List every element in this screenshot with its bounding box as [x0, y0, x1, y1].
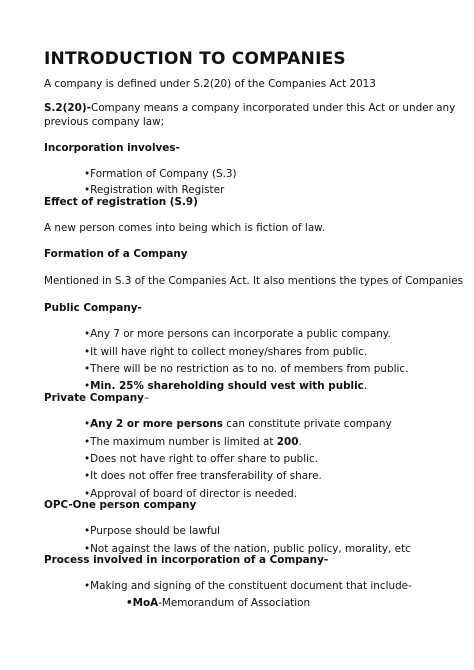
list-item: •MoA-Memorandum of Association	[126, 597, 311, 609]
bullet-icon: •	[84, 380, 91, 392]
bullet-icon: •	[84, 184, 91, 196]
public-company-heading: Public Company-	[44, 302, 142, 314]
definition-ref: S.2(20)-	[44, 102, 91, 114]
definition-text-1: Company means a company incorporated under this Act or under any	[90, 102, 456, 114]
process-heading: Process involved in incorporation of a Company-	[44, 554, 329, 566]
bullet-icon: •	[84, 453, 91, 465]
effect-heading: Effect of registration (S.9)	[44, 196, 198, 208]
page-title: INTRODUCTION TO COMPANIES	[44, 49, 346, 69]
bullet-icon: •	[84, 543, 91, 555]
list-item: •Any 2 or more persons can constitute private company	[84, 418, 392, 430]
list-item: •Purpose should be lawful	[84, 525, 221, 537]
list-item: •It will have right to collect money/shares from public.	[84, 346, 368, 358]
formation-heading: Formation of a Company	[44, 248, 188, 260]
bullet-icon: •	[84, 168, 91, 180]
list-item: •Formation of Company (S.3)	[84, 168, 237, 180]
bullet-icon: •	[84, 470, 91, 482]
bullet-icon: •	[84, 346, 91, 358]
effect-text: A new person comes into being which is fiction of law.	[44, 222, 326, 234]
list-item: •The maximum number is limited at 200.	[84, 436, 302, 448]
bullet-icon: •	[84, 328, 91, 340]
bullet-icon: •	[84, 580, 91, 592]
bullet-icon: •	[84, 436, 91, 448]
list-item: •Making and signing of the constituent document that include-	[84, 580, 412, 592]
list-item: •Min. 25% shareholding should vest with public.	[84, 380, 368, 392]
opc-heading: OPC-One person company	[44, 499, 197, 511]
list-item: •Any 7 or more persons can incorporate a public company.	[84, 328, 391, 340]
intro-text: A company is defined under S.2(20) of the Companies Act 2013	[44, 78, 376, 90]
bullet-icon: •	[84, 418, 91, 430]
incorporation-heading: Incorporation involves-	[44, 142, 180, 154]
definition-line-1	[44, 102, 455, 115]
list-item: •It does not offer free transferability of share.	[84, 470, 322, 482]
bullet-icon: •	[126, 597, 133, 609]
list-item: •Does not have right to offer share to public.	[84, 453, 319, 465]
bullet-icon: •	[84, 363, 91, 375]
bullet-icon: •	[84, 488, 91, 500]
formation-text: Mentioned in S.3 of the Companies Act. It also mentions the types of Companies	[44, 275, 464, 287]
private-company-heading: Private Company–	[44, 392, 150, 404]
definition-line-2: previous company law;	[44, 116, 165, 128]
list-item: •Not against the laws of the nation, public policy, morality, etc	[84, 543, 411, 555]
bullet-icon: •	[84, 525, 91, 537]
list-item: •Registration with Register	[84, 184, 225, 196]
list-item: •There will be no restriction as to no. of members from public.	[84, 363, 409, 375]
list-item: •Approval of board of director is needed.	[84, 488, 297, 500]
